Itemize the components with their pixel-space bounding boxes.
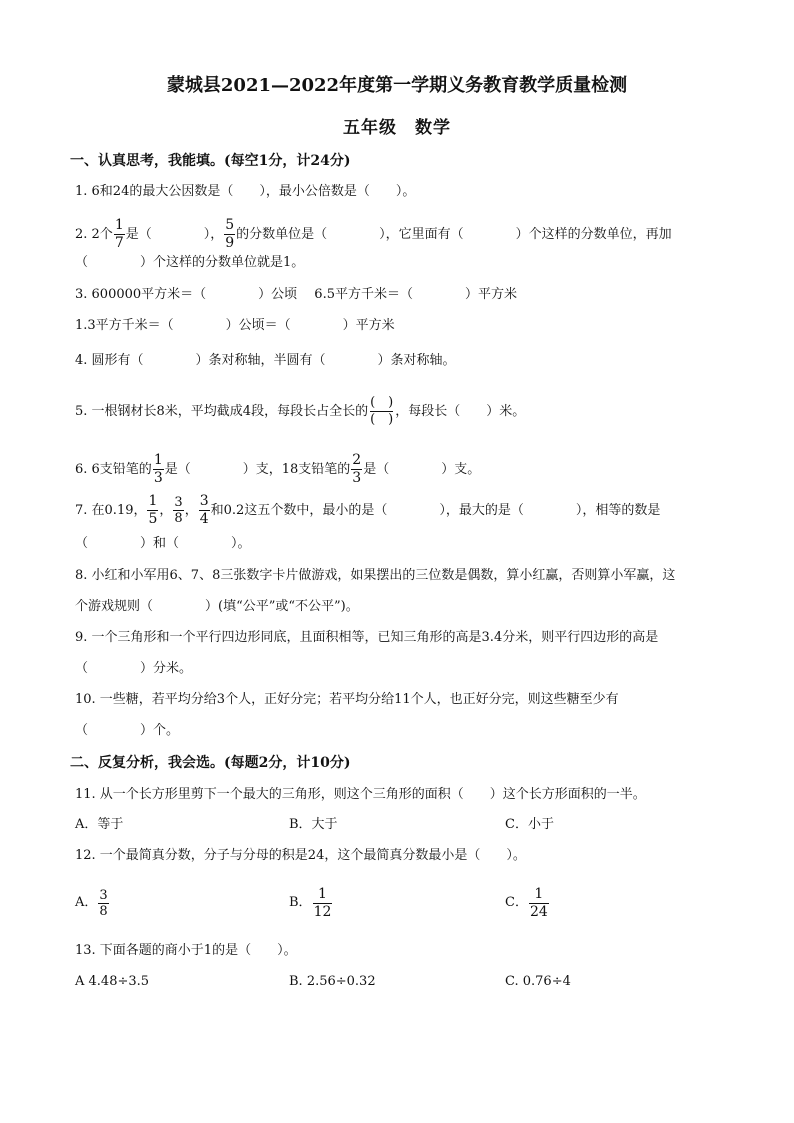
q7-fraction-3-numerator: 3	[199, 493, 209, 509]
question-3-line-2: 1.3平方千米＝（ ）公顷＝（ ）平方米	[75, 318, 395, 333]
q6-fraction-2-numerator: 2	[352, 452, 362, 468]
q12-option-a-numerator: 3	[99, 887, 108, 903]
q5-blank-numerator: ( )	[370, 395, 394, 410]
q7-comma-1: ，	[159, 503, 173, 518]
q7-fraction-2	[173, 495, 183, 526]
q7-fraction-2-denominator: 8	[174, 511, 183, 526]
question-10-line-2: （ ）个。	[75, 723, 180, 738]
q2-fraction-2-denominator: 9	[225, 235, 235, 251]
question-8-line-2: 个游戏规则（ ）(填“公平”或“不公平”)。	[75, 599, 359, 614]
q2-fraction-2	[224, 217, 235, 252]
page-subtitle: 五年级 数学	[343, 118, 451, 138]
question-13: 13. 下面各题的商小于1的是（ ）。	[75, 943, 297, 958]
question-7-line-1	[75, 493, 724, 528]
q2-fraction-1	[114, 217, 125, 252]
page-title: 蒙城县2021—2022年度第一学期义务教育教学质量检测	[166, 75, 628, 96]
q7-comma-2: ，	[184, 503, 198, 518]
q6-fraction-1-denominator: 3	[153, 470, 163, 486]
question-12: 12. 一个最简真分数，分子与分母的积是24，这个最简真分数最小是（ ）。	[75, 848, 526, 863]
q12-option-c-label: C．	[505, 895, 528, 910]
q11-option-a: A．等于	[75, 817, 124, 832]
q6-fraction-1-numerator: 1	[153, 452, 163, 468]
q13-option-b: B. 2.56÷0.32	[289, 974, 376, 989]
q12-option-c	[505, 884, 550, 923]
q2-fraction-1-numerator: 1	[114, 217, 124, 233]
question-3-line-1: 3. 600000平方米＝（ ）公顷 6.5平方千米＝（ ）平方米	[75, 287, 517, 302]
q12-option-b	[289, 884, 333, 923]
q6-text-pre: 6. 6支铅笔的	[75, 462, 152, 477]
q12-option-b-label: B．	[289, 895, 312, 910]
q11-option-c: C．小于	[505, 817, 554, 832]
q6-fraction-1	[153, 452, 164, 487]
q5-text-pre: 5. 一根钢材长8米，平均截成4段，每段长占全长的	[75, 404, 369, 419]
question-6	[75, 452, 724, 487]
q2-text-pre: 2. 2个	[75, 227, 113, 242]
q7-text-pre: 7. 在0.19，	[75, 503, 147, 518]
q7-fraction-3-denominator: 4	[199, 511, 209, 527]
q7-fraction-1-numerator: 1	[148, 493, 158, 509]
q12-option-a	[75, 884, 110, 923]
question-7-line-2: （ ）和（ ）。	[75, 536, 251, 551]
section-1-heading: 一、认真思考，我能填。(每空1分，计24分)	[70, 153, 351, 169]
q12-option-b-denominator: 12	[313, 903, 332, 920]
q6-text-mid: 是（ ）支，18支铅笔的	[164, 462, 351, 477]
q12-option-a-denominator: 8	[99, 903, 108, 919]
q7-text-post: 和0.2这五个数中，最小的是（ ），最大的是（ ），相等的数是	[210, 503, 661, 518]
q5-text-post: ，每段长（ ）米。	[395, 404, 526, 419]
q12-option-b-fraction	[313, 886, 333, 921]
q11-option-b: B．大于	[289, 817, 338, 832]
q2-fraction-2-numerator: 5	[225, 217, 235, 233]
q5-blank-fraction	[370, 395, 393, 428]
q6-text-post: 是（ ）支。	[363, 462, 481, 477]
question-2-line-2: （ ）个这样的分数单位就是1。	[75, 255, 305, 270]
question-11: 11. 从一个长方形里剪下一个最大的三角形，则这个三角形的面积（ ）这个长方形面积的一半。	[75, 787, 646, 802]
q2-text-mid: 是（ ），	[125, 227, 224, 242]
question-1: 1. 6和24的最大公因数是（ ），最小公倍数是（ ）。	[75, 184, 416, 199]
q7-fraction-3	[199, 493, 210, 528]
q7-fraction-1-denominator: 5	[148, 511, 158, 527]
question-5	[75, 395, 724, 429]
q6-fraction-2-denominator: 3	[352, 470, 362, 486]
question-9-line-1: 9. 一个三角形和一个平行四边形同底，且面积相等，已知三角形的高是3.4分米，则平行四边形的高是	[75, 630, 659, 645]
q12-option-a-fraction	[98, 888, 108, 919]
section-2-heading: 二、反复分析，我会选。(每题2分，计10分)	[70, 755, 351, 771]
q12-option-b-numerator: 1	[318, 885, 327, 902]
q12-option-c-fraction	[529, 886, 549, 921]
q5-blank-denominator: ( )	[370, 412, 394, 427]
q7-fraction-1	[147, 493, 158, 528]
q2-fraction-1-denominator: 7	[114, 235, 124, 251]
q12-option-c-denominator: 24	[529, 903, 548, 920]
question-9-line-2: （ ）分米。	[75, 661, 193, 676]
q2-text-post: 的分数单位是（ ），它里面有（ ）个这样的分数单位，再加	[236, 227, 672, 242]
q12-option-a-label: A．	[75, 895, 98, 910]
question-8-line-1: 8. 小红和小军用6、7、8三张数字卡片做游戏，如果摆出的三位数是偶数，算小红赢，否则算小军赢，这	[75, 568, 676, 583]
q6-fraction-2	[351, 452, 362, 487]
q13-option-a: A 4.48÷3.5	[75, 974, 150, 989]
question-4: 4. 圆形有（ ）条对称轴，半圆有（ ）条对称轴。	[75, 353, 456, 368]
question-2-line-1	[75, 217, 724, 252]
q13-option-c: C. 0.76÷4	[505, 974, 571, 989]
q7-fraction-2-numerator: 3	[174, 495, 183, 510]
question-10-line-1: 10. 一些糖，若平均分给3个人，正好分完；若平均分给11个人，也正好分完，则这些糖至少有	[75, 692, 619, 707]
q12-option-c-numerator: 1	[534, 885, 544, 902]
